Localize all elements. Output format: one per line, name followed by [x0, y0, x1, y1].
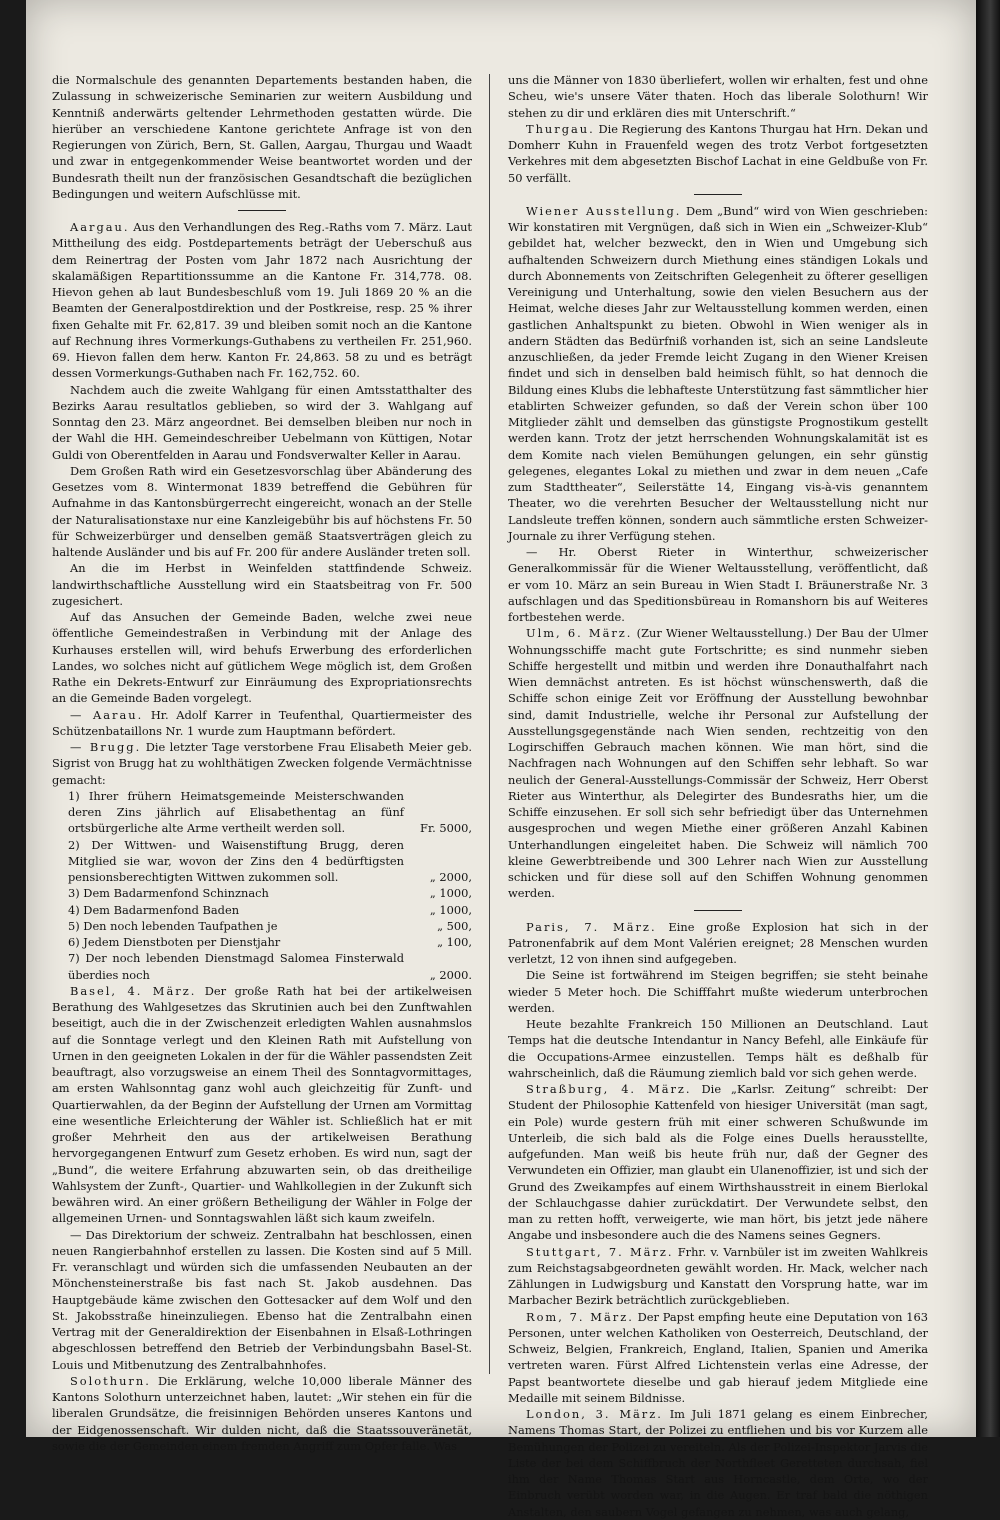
article-strassburg: Straßburg, 4. März. Die „Karlsr. Zeitung“ schreibt: Der Student der Philosophie Kattenfeld von hiesiger Universität (man sagt, ein Pole) wurde gestern früh mit einer schweren Schußwunde im Unterleib, die sich bald als die Folge eines Duells herausstellte, aufgefunden. Man weiß bis heute früh nur, daß der Gegner des Verwundeten ein Offizier, man glaubt ein Ulanenoffizier, ist und sich der Grund des Zweikampfes auf einem Wirthshausstreit in einem Bierlokal der Schlauchgasse dahier zurückdatirt. Der Verwundete selbst, den man zu retten hofft, verweigerte, wie man hört, bis jetzt jede nähere Angabe und insbesondere auch die des Namens seines Gegners.: [508, 1082, 929, 1243]
paragraph-rieter: — Hr. Oberst Rieter in Winterthur, schweizerischer Generalkommissär für die Wiener Weltausstellung, veröffentlicht, daß er vom 10. März an sein Bureau in Wien Stadt I. Bräunerstraße Nr. 3 aufschlagen und das Speditionsbüreau in Romanshorn bis auf Weiteres fortbestehen werde.: [508, 545, 928, 624]
paragraph-ausstellung: An die im Herbst in Weinfelden stattfindende Schweiz. landwirthschaftliche Ausstellung wird ein Staatsbeitrag von Fr. 500 zugesichert.: [52, 561, 472, 608]
dateline-thurgau: Thurgau.: [526, 121, 595, 136]
column-divider: [489, 74, 490, 1374]
paragraph-seine: Die Seine ist fortwährend im Steigen begriffen; sie steht beinahe wieder 5 Meter hoch. Die Schifffahrt mußte wiederum unterbrochen werden.: [508, 968, 928, 1015]
article-aarau: — Aarau. Hr. Adolf Karrer in Teufenthal, Quartiermeister des Schützenbataillons Nr. 1 wurde zum Hauptmann befördert.: [52, 707, 472, 738]
legacy-list: [52, 788, 472, 983]
dateline-aargau: Aargau.: [70, 220, 130, 234]
section-divider: [238, 210, 286, 211]
dateline-aarau: — Aarau.: [70, 707, 144, 722]
left-column: [52, 72, 472, 1454]
paragraph-grosser-rath: Dem Großen Rath wird ein Gesetzesvorschlag über Abänderung des Gesetzes vom 8. Wintermonat 1839 betreffend die Gebühren für Aufnahme in das Kantonsbürgerrecht eingereicht, wonach an der Stelle der Naturalisationstaxe nur eine Kanzleigebühr bis auf höchstens Fr. 50 für Schweizerbürger und denselben gemäß Staatsverträgen gleich zu haltende Ausländer und bis auf Fr. 200 für andere Ausländer treten soll.: [52, 463, 472, 559]
article-solothurn: Solothurn. Die Erklärung, welche 10,000 liberale Männer des Kantons Solothurn unterzeichnet haben, lautet: „Wir stehen ein für die liberalen Grundsätze, die freisinnigen Behörden unseres Kantons und der Eidgenossenschaft. Wir dulden nicht, daß die Staatssouveränetät, sowie die der Gemeinden einem fremden Angriff zum Opfer falle. Was: [52, 1373, 472, 1453]
list-item: 1) Ihrer frühern Heimatsgemeinde Meisterschwanden deren Zins jährlich auf Elisabethentag an fünf ortsbürgerliche alte Arme vertheilt werden soll. Fr. 5000,: [68, 788, 472, 836]
section-divider: [694, 194, 742, 195]
list-item: 6) Jedem Dienstboten per Dienstjahr „ 100,: [68, 935, 472, 949]
article-ulm: Ulm, 6. März. (Zur Wiener Weltausstellung.) Der Bau der Ulmer Wohnungsschiffe macht gute Fortschritte; es sind nunmehr sieben Schiffe hergestellt und mitbin und werden ihre Donauthalfahrt nach Wien demnächst antreten. Es ist höchst wünschenswerth, daß die Schiffe schon einige Zeit vor Eröffnung der Ausstellung bewohnbar sind, damit Industrielle, welche ihr Personal zur Aufstellung der Ausstellungsgegenstände nach Wien senden, rechtzeitig von den Logirschiffen Gebrauch machen können. Wie man hört, sind die Nachfragen nach Wohnungen auf den Schiffen sehr lebhaft. So war neulich der General-Ausstellungs-Commissär der Schweiz, Herr Oberst Rieter aus Winterthur, als Delegirter des Bundesraths hier, um die Schiffe einzusehen. Er soll sich sehr befriedigt über das Unternehmen ausgesprochen und wegen Miethe einer größeren Anzahl Kabinen Unterhandlungen eingeleitet haben. Die Schweiz will nämlich 700 kleine Gewerbtreibende und 300 Lehrer nach Wien zur Ausstellung schicken und für diese soll auf den Schiffen Wohnung genommen werden.: [508, 626, 929, 901]
paragraph-zentralbahn: — Das Direktorium der schweiz. Zentralbahn hat beschlossen, einen neuen Rangierbahnhof erstellen zu lassen. Die Kosten sind auf 5 Mill. Fr. veranschlagt und würden sich die umfassenden Neubauten an der Mönchensteinerstraße bis fast nach St. Jakob ausdehnen. Das Hauptgebäude käme zwischen den Gottesacker auf dem Wolf und den St. Jakobsstraße hineinzuliegen. Ebenso hat die Zentralbahn einen Vertrag mit der Generaldirektion der Eisenbahnen in Elsaß-Lothringen abgeschlossen betreffend den Betrieb der Verbindungsbahn Basel-St. Louis und Mitbenutzung des Zentralbahnhofes.: [52, 1227, 472, 1372]
article-thurgau: Thurgau. Die Regierung des Kantons Thurgau hat Hrn. Dekan und Domherr Kuhn in Frauenfeld wegen des trotz Verbot fortgesetzten Verkehres mit dem abgesetzten Bischof Lachat in eine Geldbuße von Fr. 50 verfällt.: [508, 121, 928, 185]
paragraph-frankreich: Heute bezahlte Frankreich 150 Millionen an Deutschland. Laut Temps hat die deutsche Intendantur in Nancy Befehl, alle Einkäufe für die Occupations-Armee einzustellen. Temps hält es deßhalb für wahrscheinlich, daß die Räumung ziemlich bald vor sich gehen werde.: [508, 1017, 928, 1080]
scan-edge: [976, 0, 1000, 1437]
paragraph-solothurn-cont: uns die Männer von 1830 überliefert, wollen wir erhalten, fest und ohne Scheu, wie's unsere Väter thaten. Hoch das liberale Solothurn! Wir stehen zu dir und erklären dies mit Unterschrift.“: [508, 73, 928, 120]
article-wiener-ausstellung: Wiener Ausstellung. Dem „Bund“ wird von Wien geschrieben: Wir konstatiren mit Vergnügen, daß sich in Wien ein „Schweizer-Klub“ gebildet hat, welcher bezweckt, den in Wien und Umgebung sich aufhaltenden Schweizern durch Miethung eines ständigen Lokals und durch Abonnements von Zeitschriften Gelegenheit zu öfterer geselligen Vereinigung und Unterhaltung, sowie den vielen Besuchern aus der Heimat, welche dieses Jahr zur Weltausstellung kommen werden, einen gastlichen Anhaltspunkt zu bieten. Obwohl in Wien weniger als in andern Städten das Bedürfniß vorhanden ist, sich an seine Landsleute anzuschließen, da jeder Fremde leicht Zugang in den Wiener Kreisen findet und sich in denselben bald heimisch fühlt, so hat dennoch die Bildung eines Klubs die lebhafteste Unterstützung fast sämmtlicher hier etablirten Schweizer gefunden, so daß der Verein schon über 100 Mitglieder zählt und demselben das günstigste Prognostikum gestellt werden kann. Trotz der jetzt herrschenden Wohnungskalamität ist es dem Komite nach vielen Bemühungen gelungen, ein sehr günstig gelegenes, elegantes Lokal zu miethen und zwar in dem neuen „Cafe zum Stadttheater“, Seilerstätte 14, Eingang vis-à-vis genanntem Theater, wo die verehrten Besucher der Weltausstellung nicht nur Landsleute treffen können, sondern auch sämmtliche ersten Schweizer-Journale zu ihrer Verfügung stehen.: [508, 203, 929, 543]
article-brugg: — Brugg. Die letzter Tage verstorbene Frau Elisabeth Meier geb. Sigrist von Brugg hat zu wohlthätigen Zwecken folgende Vermächtnisse gemacht:: [52, 740, 472, 787]
dateline-strassburg: Straßburg, 4. März.: [526, 1082, 692, 1096]
article-london: London, 3. März. Im Juli 1871 gelang es einem Einbrecher, Namens Thomas Start, der Polizei zu entfliehen und bis vor Kurzem alle Bemühungen der Polizei zu vereiteln. Als der Polizei-Inspektor Jarvis die Liste der bei dem Schiffbruch der Northfleet Geretteten durchsah, fiel ihm der Name Thomas Start aus Horncastle, dem Orte, wo der Einbruch verübt worden war, in die Augen. Er traf bald die nöthigen Anstalten, den saubern Vogel gefangen zu nehmen, was auch gelang,: [508, 1407, 928, 1519]
article-rom: Rom, 7. März. Der Papst empfing heute eine Deputation von 163 Personen, unter welchen Katholiken von Oesterreich, Deutschland, der Schweiz, Belgien, Frankreich, England, Italien, Spanien und Amerika vertreten waren. Fürst Alfred Lichtenstein verlas eine Adresse, der Papst beantwortete dieselbe und gab hierauf jedem Mitgliede eine Medaille mit seinem Bildnisse.: [508, 1309, 928, 1405]
list-item: 4) Dem Badarmenfond Baden „ 1000,: [68, 902, 472, 917]
list-item: 5) Den noch lebenden Taufpathen je „ 500,: [68, 918, 472, 933]
dateline-paris: Paris, 7. März.: [526, 919, 657, 934]
section-divider: [694, 910, 742, 911]
dateline-stuttgart: Stuttgart, 7. März.: [526, 1244, 674, 1259]
paragraph-wahlgang: Nachdem auch die zweite Wahlgang für einen Amtsstatthalter des Bezirks Aarau resultatlos geblieben, so wird der 3. Wahlgang auf Sonntag den 23. März angeordnet. Bei demselben bleiben nur noch in der Wahl die HH. Gemeindeschreiber Uebelmann von Küttigen, Notar Guldi von Oberentfelden in Aarau und Fondsverwalter Keller in Aarau.: [52, 382, 472, 462]
dateline-basel: Basel, 4. März.: [70, 983, 197, 998]
paragraph-seminarien: die Normalschule des genannten Departements bestanden haben, die Zulassung in schweizerische Seminarien zur weitern Ausbildung und Kenntniß anderwärts geltender Lehrmethoden gestatten würde. Die hierüber an verschiedene Kantone gerichtete Anfrage ist von den Regierungen von Zürich, Bern, St. Gallen, Aargau, Thurgau und Waadt und zwar in entgegenkommender Weise beantwortet worden und der Bundesrath theilt nun der französischen Gesandtschaft die bezüglichen Bedingungen und weitern Aufschlüsse mit.: [52, 73, 472, 201]
right-column: [508, 72, 928, 1520]
dateline-solothurn: Solothurn.: [70, 1373, 151, 1388]
dateline-wien: Wiener Ausstellung.: [526, 203, 682, 218]
article-basel: Basel, 4. März. Der große Rath hat bei der artikelweisen Berathung des Wahlgesetzes das Skrutinien auch bei den Zunftwahlen beseitigt, auch die in der Zwischenzeit erledigten Wahlen ausnahmslos auf die Sonntage verlegt und den Kleinen Rath mit Aufstellung von Urnen in den geeigneten Lokalen in der für die Wähler passendsten Zeit beauftragt, also vorzugsweise an einem Theil des Sonntagvormittages, am ersten Wahlsonntag ganz wohl auch gleichzeitig für Zunft- und Quartierwahlen, da der Beginn der Aufstellung der Urnen am Vormittag eine wesentliche Erleichterung der Wähler ist. Schließlich hat er mit großer Mehrheit den aus der artikelweisen Berathung hervorgegangenen Entwurf zum Gesetz erhoben. Es wird nun, sagt der „Bund“, die weitere Erfahrung abzuwarten sein, ob das dreitheilige Wahlsystem der Zunft-, Quartier- und Wahlkollegien in der Zukunft sich bewähren wird. An einer größern Betheiligung der Wähler in Folge der allgemeinen Urnen- und Sonntagswahlen läßt sich kaum zweifeln.: [52, 983, 473, 1226]
list-item: 3) Dem Badarmenfond Schinznach „ 1000,: [68, 886, 472, 901]
dateline-ulm: Ulm, 6. März.: [526, 626, 633, 641]
paragraph-baden: Auf das Ansuchen der Gemeinde Baden, welche zwei neue öffentliche Gemeindestraßen in Verbindung mit der Anlage des Kurhauses erstellen will, wird behufs Erwerbung des erforderlichen Landes, wo solches nicht auf gütlichem Wege möglich ist, dem Großen Rathe ein Dekrets-Entwurf zur Einräumung des Expropriationsrechts an die Gemeinde Baden vorgelegt.: [52, 610, 472, 706]
article-aargau: Aargau. Aus den Verhandlungen des Reg.-Raths vom 7. März. Laut Mittheilung des eidg. Postdepartements beträgt der Ueberschuß aus dem Reinertrag der Posten vom Jahr 1872 nach Ausrichtung der skalamäßigen Repartitionssumme an die Kantone Fr. 314,778. 08. Hievon gehen ab laut Bundesbeschluß vom 19. Juli 1869 20 % an die Beamten der Generalpostdirektion und der Postkreise, resp. 25 % ihrer fixen Gehalte mit Fr. 62,817. 39 und bleiben somit noch an die Kantone auf Rechnung ihres Vormerkungs-Guthabens zu vertheilen Fr. 251,960. 69. Hievon fallen dem herw. Kanton Fr. 24,863. 58 zu und es beträgt dessen Vormerkungs-Guthaben nach Fr. 162,752. 60.: [52, 220, 472, 381]
list-item: 7) Der noch lebenden Dienstmagd Salomea Finsterwald überdies noch „ 2000.: [68, 951, 472, 982]
dateline-brugg: — Brugg.: [70, 740, 142, 754]
dateline-london: London, 3. März.: [526, 1407, 663, 1421]
dateline-rom: Rom, 7. März.: [526, 1309, 634, 1324]
list-item: 2) Der Wittwen- und Waisenstiftung Brugg, deren Mitglied sie war, wovon der Zins den 4 bedürftigsten pensionsberechtigten Wittwen zukommen soll. „ 2000,: [68, 837, 472, 884]
article-stuttgart: Stuttgart, 7. März. Frhr. v. Varnbüler ist im zweiten Wahlkreis zum Reichstagsabgeordneten gewählt worden. Hr. Mack, welcher nach Zählungen in Ludwigsburg und Kanstatt den Vorsprung hatte, war im Marbacher Bezirk beträchtlich zurückgeblieben.: [508, 1244, 928, 1308]
article-paris: Paris, 7. März. Eine große Explosion hat sich in der Patronenfabrik auf dem Mont Valérien ereignet; 28 Menschen wurden verletzt, 12 von ihnen sind aufgegeben.: [508, 919, 928, 966]
